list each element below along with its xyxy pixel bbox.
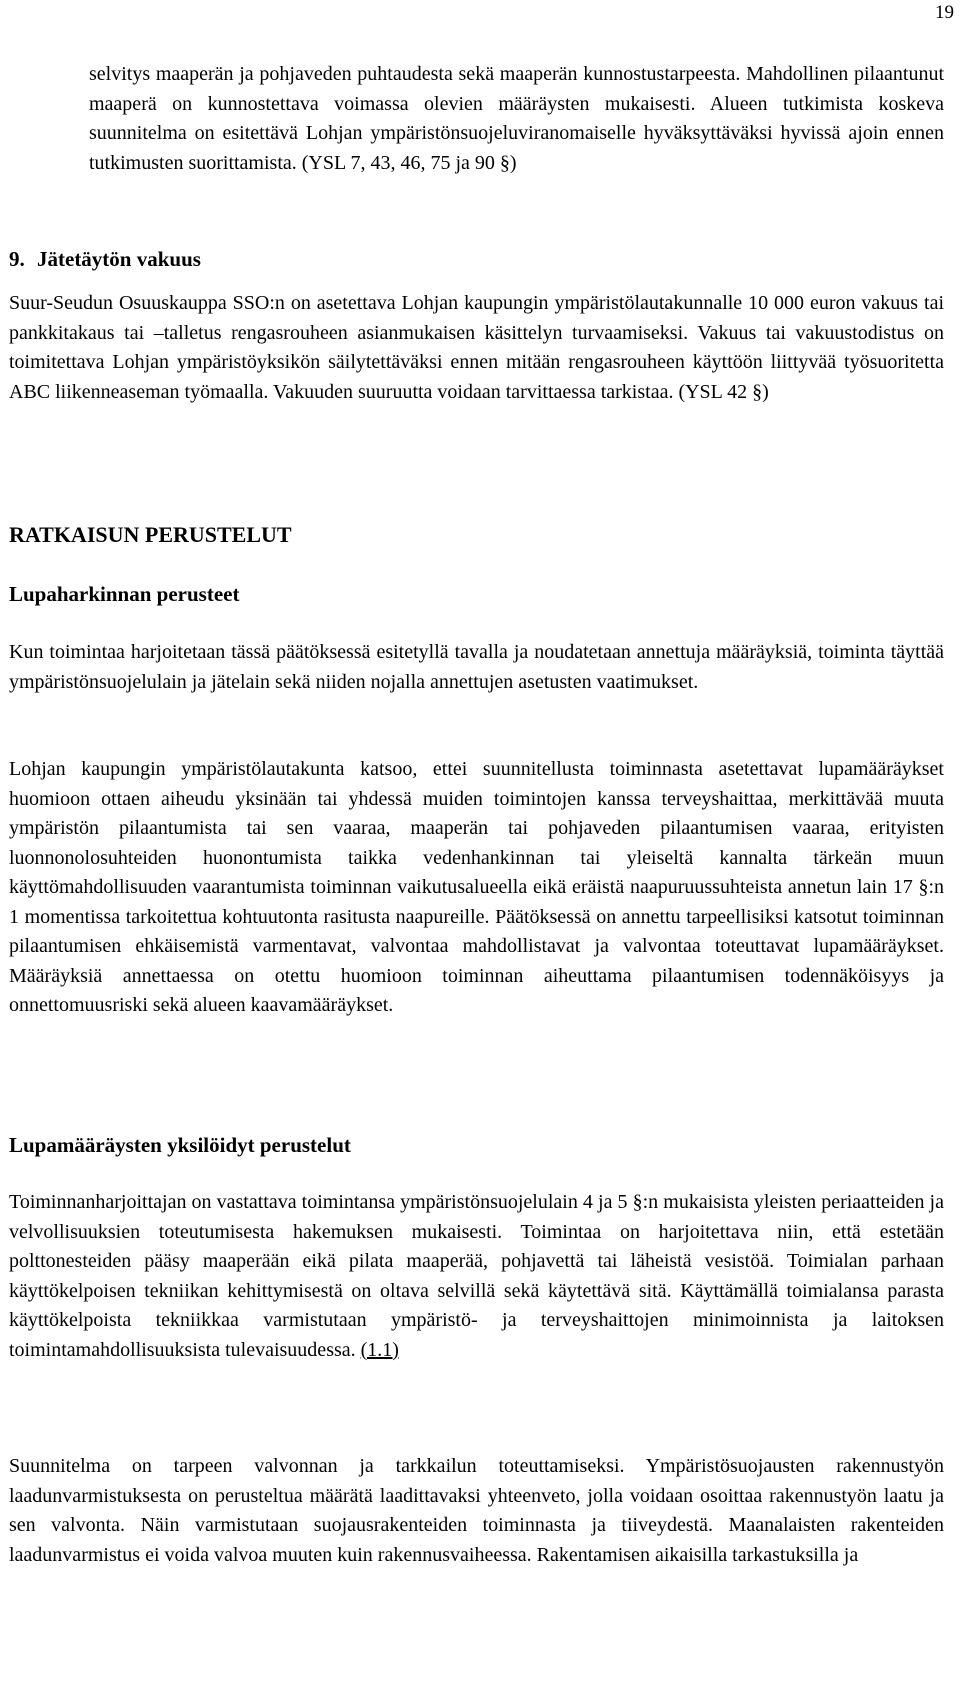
section-title: Jätetäytön vakuus xyxy=(37,247,201,271)
paragraph-lupaharkinta: Kun toimintaa harjoitetaan tässä päätöksessä esitetyllä tavalla ja noudatetaan annettuja määräyksiä, toiminta täyttää ympäristönsuojelulain ja jätelain sekä niiden nojalla annettujen asetusten vaatimukset. xyxy=(9,641,944,693)
section-9-paragraph: Suur-Seudun Osuuskauppa SSO:n on asetettava Lohjan kaupungin ympäristölautakunnalle 10 000 euron vakuus tai pankkitakaus tai –talletus rengasrouheen asianmukaisen käsittelyn turvaamiseksi. Vakuus tai vakuustodistus on toimitettava Lohjan ympäristöyksikön säilytettäväksi ennen mitään rengasrouheen käyttöön liittyvää työsuoritetta ABC liikenneaseman työmaalla. Vakuuden suuruutta voidaan tarvittaessa tarkistaa. (YSL 42 §) xyxy=(9,292,944,403)
paragraph-toiminnanharjoittaja-text: Toiminnanharjoittajan on vastattava toimintansa ympäristönsuojelulain 4 ja 5 §:n mukaisista yleisten periaatteiden ja velvollisuuksien toteutumisesta hakemuksen mukaisesti. Toimintaa on harjoitettava niin, että estetään polttonesteiden pääsy maaperään eikä pilata maaperää, pohjavettä tai läheistä vesistöä. Toimialan parhaan käyttökelpoisen tekniikan kehittymisestä on oltava selvillä sekä käytettävä sitä. Käyttämällä toimialansa parasta käyttökelpoista tekniikkaa varmistutaan ympäristö- ja terveyshaittojen minimoinnista ja laitoksen toimintamahdollisuuksista tulevaisuudessa. xyxy=(9,1191,944,1361)
page-number: 19 xyxy=(935,2,954,23)
reference-link: (1.1) xyxy=(360,1338,399,1361)
section-9-heading xyxy=(9,247,201,272)
yksiloidyt-perustelut-heading: Lupamääräysten yksilöidyt perustelut xyxy=(9,1133,351,1157)
lupaharkinta-heading: Lupaharkinnan perusteet xyxy=(9,582,240,606)
top-paragraph: selvitys maaperän ja pohjaveden puhtaudesta sekä maaperän kunnostustarpeesta. Mahdollinen pilaantunut maaperä on kunnostettava voimassa olevien määräysten mukaisesti. Alueen tutkimista koskeva suunnitelma on esitettävä Lohjan ympäristönsuojeluviranomaiselle hyväksyttäväksi hyvissä ajoin ennen tutkimusten suorittamista. (YSL 7, 43, 46, 75 ja 90 §) xyxy=(89,63,944,174)
section-number: 9. xyxy=(9,247,25,271)
paragraph-toiminnanharjoittaja xyxy=(9,1188,944,1365)
paragraph-ymparistolautakunta: Lohjan kaupungin ympäristölautakunta katsoo, ettei suunnitellusta toiminnasta asetettavat lupamääräykset huomioon ottaen aiheudu yksinään tai yhdessä muiden toimintojen kanssa terveyshaittaa, merkittävää muuta ympäristön pilaantumista tai sen vaaraa, maaperän tai pohjaveden pilaantumisen vaaraa, erityisten luonnonolosuhteiden huonontumista taikka vedenhankinnan tai yleiseltä kannalta tärkeän muun käyttömahdollisuuden vaarantumista toiminnan vaikutusalueella eikä eräistä naapuruussuhteista annetun lain 17 §:n 1 momentissa tarkoitettua kohtuutonta rasitusta naapureille. Päätöksessä on annettu tarpeellisiksi katsotut toiminnan pilaantumisen ehkäisemistä varmentavat, valvontaa mahdollistavat ja valvontaa toteuttavat lupamääräykset. Määräyksiä annettaessa on otettu huomioon toiminnan aiheuttama pilaantumisen todennäköisyys ja onnettomuusriski sekä alueen kaavamääräykset. xyxy=(9,758,944,1016)
ratkaisun-perustelut-heading: RATKAISUN PERUSTELUT xyxy=(9,522,292,547)
paragraph-suunnitelma: Suunnitelma on tarpeen valvonnan ja tarkkailun toteuttamiseksi. Ympäristösuojausten rakennustyön laadunvarmistuksesta on perusteltua määrätä laadittavaksi yhteenveto, jolla voidaan osoittaa rakennustyön laatu ja sen valvonta. Näin varmistutaan suojausrakenteiden toiminnasta ja tiiveydestä. Maanalaisten rakenteiden laadunvarmistus ei voida valvoa muuten kuin rakennusvaiheessa. Rakentamisen aikaisilla tarkastuksilla ja xyxy=(9,1455,944,1566)
